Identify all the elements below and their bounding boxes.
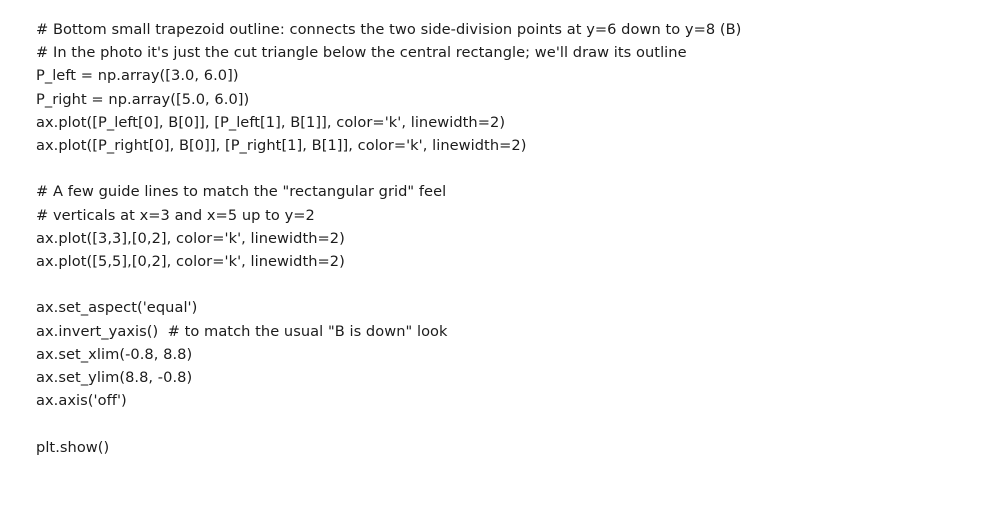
code-line bbox=[36, 412, 966, 435]
code-line: P_left = np.array([3.0, 6.0]) bbox=[36, 67, 239, 85]
code-line: ax.plot([P_right[0], B[0]], [P_right[1], B[1]], color='k', linewidth=2) bbox=[36, 137, 527, 155]
code-line: ax.plot([3,3],[0,2], color='k', linewidth=2) bbox=[36, 229, 345, 247]
code-line: # A few guide lines to match the "rectangular grid" feel bbox=[36, 183, 447, 201]
code-line: # Bottom small trapezoid outline: connects the two side-division points at y=6 down to y=8 (B) bbox=[36, 21, 742, 38]
code-line: ax.plot([P_left[0], B[0]], [P_left[1], B[1]], color='k', linewidth=2) bbox=[36, 113, 506, 131]
code-line: ax.set_ylim(8.8, -0.8) bbox=[36, 369, 193, 387]
code-line bbox=[36, 273, 966, 296]
code-block bbox=[36, 18, 966, 459]
code-line: ax.axis('off') bbox=[36, 392, 127, 410]
code-line: # In the photo it's just the cut triangle below the central rectangle; we'll draw its outline bbox=[36, 44, 687, 62]
code-line: ax.invert_yaxis() # to match the usual "B is down" look bbox=[36, 322, 448, 340]
code-line: ax.set_xlim(-0.8, 8.8) bbox=[36, 345, 193, 363]
code-line: P_right = np.array([5.0, 6.0]) bbox=[36, 90, 250, 108]
code-line: plt.show() bbox=[36, 438, 110, 456]
code-line: ax.plot([5,5],[0,2], color='k', linewidth=2) bbox=[36, 253, 345, 271]
code-line bbox=[36, 157, 966, 180]
code-line: ax.set_aspect('equal') bbox=[36, 299, 198, 317]
code-line: # verticals at x=3 and x=5 up to y=2 bbox=[36, 206, 315, 224]
